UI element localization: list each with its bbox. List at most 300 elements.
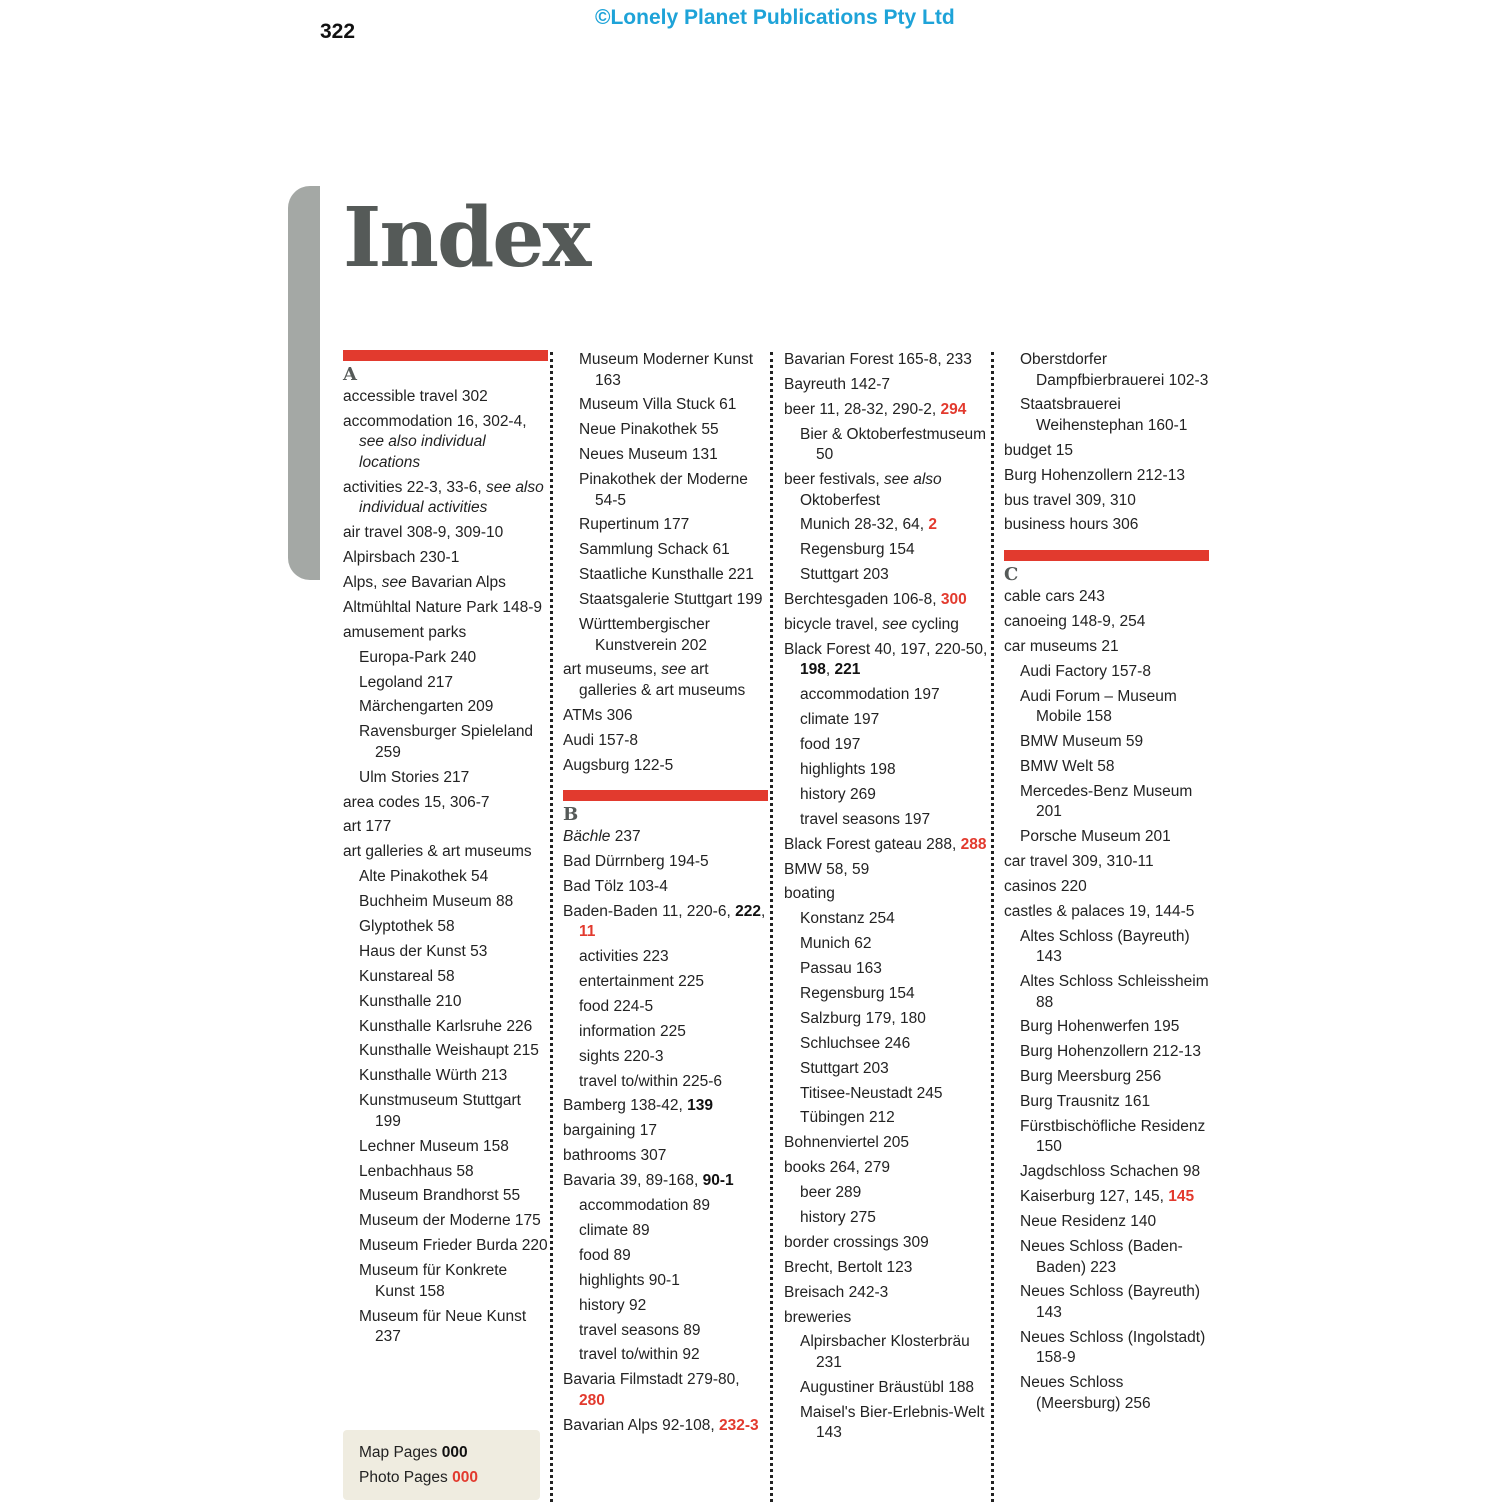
entry-text: boating <box>784 885 835 903</box>
entry-text: travel seasons 197 <box>800 810 931 828</box>
index-subentry <box>343 673 548 694</box>
index-subentry <box>1004 1092 1209 1113</box>
entry-text: entertainment 225 <box>579 973 704 991</box>
entry-text: area codes 15, 306-7 <box>343 793 490 811</box>
index-subentry <box>784 1403 989 1444</box>
entry-text: Museum der Moderne 175 <box>359 1212 541 1230</box>
photo-page-ref: 2 <box>928 516 938 534</box>
legend-photo-value: 000 <box>452 1469 478 1486</box>
legend-photo-label: Photo Pages <box>359 1469 453 1486</box>
index-subentry <box>343 992 548 1013</box>
entry-text: food 89 <box>579 1246 631 1264</box>
index-subentry <box>343 722 548 763</box>
letter-heading: B <box>563 804 579 826</box>
entry-text: Neues Schloss (Meersburg) 256 <box>1020 1374 1151 1412</box>
index-entry <box>343 598 548 619</box>
entry-text: 237 <box>610 828 641 846</box>
map-page-ref: 222 <box>735 902 761 920</box>
entry-text: Augsburg 122-5 <box>563 756 674 774</box>
index-subentry <box>343 1017 548 1038</box>
legend-photo-pages <box>359 1469 478 1487</box>
entry-text: bathrooms 307 <box>563 1147 667 1165</box>
entry-text: Bavaria Filmstadt 279-80, <box>563 1371 740 1389</box>
entry-text: castles & palaces 19, 144-5 <box>1004 902 1195 920</box>
index-subentry <box>1004 1237 1209 1278</box>
index-entry <box>784 615 989 636</box>
index-subentry <box>784 959 989 980</box>
index-entry <box>784 375 989 396</box>
entry-text: Maisel's Bier-Erlebnis-Welt 143 <box>800 1403 985 1442</box>
photo-page-ref: 288 <box>960 835 987 853</box>
index-subentry <box>784 735 989 756</box>
entry-text: history 92 <box>579 1296 647 1314</box>
photo-page-ref: 280 <box>579 1391 605 1409</box>
index-subentry <box>784 1059 989 1080</box>
entry-text: Museum Frieder Burda 220 <box>359 1237 548 1255</box>
index-subentry <box>784 1183 989 1204</box>
entry-text: art galleries & art museums <box>343 843 532 861</box>
index-subentry <box>343 697 548 718</box>
entry-text: bicycle travel, <box>784 616 883 634</box>
index-entry <box>563 902 768 943</box>
page-title: Index <box>343 190 590 286</box>
index-subentry <box>563 1246 768 1267</box>
entry-text: , <box>825 661 835 679</box>
index-entry <box>784 1133 989 1154</box>
index-entry <box>784 400 989 421</box>
index-entry <box>784 884 989 905</box>
entry-text: Neue Residenz 140 <box>1020 1213 1157 1231</box>
index-entry <box>343 548 548 569</box>
index-subentry <box>784 934 989 955</box>
entry-text: Haus der Kunst 53 <box>359 942 488 960</box>
entry-text: information 225 <box>579 1022 686 1040</box>
entry-text: see <box>381 573 407 591</box>
entry-text: accommodation 89 <box>579 1197 710 1215</box>
entry-text: Burg Hohenzollern 212-13 <box>1004 466 1185 484</box>
index-entry <box>1004 466 1209 487</box>
index-entry <box>343 387 548 408</box>
index-entry <box>1004 902 1209 923</box>
entry-text: amusement parks <box>343 623 467 641</box>
entry-text: bargaining 17 <box>563 1122 657 1140</box>
index-subentry <box>784 1108 989 1129</box>
entry-text: cable cars 243 <box>1004 587 1105 605</box>
entry-text: budget 15 <box>1004 441 1073 459</box>
index-entry <box>563 1171 768 1192</box>
column-separator <box>550 352 553 1502</box>
index-subentry <box>343 1091 548 1132</box>
index-subentry <box>1004 732 1209 753</box>
page-type-legend <box>343 1430 540 1500</box>
entry-text: Stuttgart 203 <box>800 1059 889 1077</box>
section-side-tab <box>288 186 320 580</box>
entry-text: Kunsthalle Würth 213 <box>359 1067 508 1085</box>
index-subentry <box>563 1271 768 1292</box>
index-subentry <box>563 1221 768 1242</box>
index-subentry <box>1004 662 1209 683</box>
index-entry <box>1004 491 1209 512</box>
index-subentry <box>343 1261 548 1302</box>
index-subentry <box>784 1208 989 1229</box>
index-subentry <box>563 515 768 536</box>
entry-text: Schluchsee 246 <box>800 1034 911 1052</box>
entry-text: air travel 308-9, 309-10 <box>343 524 504 542</box>
entry-text: Museum Moderner Kunst 163 <box>579 351 754 389</box>
entry-text: Legoland 217 <box>359 673 453 691</box>
index-subentry <box>784 685 989 706</box>
entry-text: Museum Brandhorst 55 <box>359 1187 521 1205</box>
map-page-ref: 139 <box>687 1097 713 1115</box>
index-subentry <box>563 1047 768 1068</box>
index-subentry <box>784 1009 989 1030</box>
index-subentry <box>563 350 768 391</box>
index-subentry <box>784 565 989 586</box>
entry-text: Museum Villa Stuck 61 <box>579 396 737 414</box>
entry-text: BMW Museum 59 <box>1020 732 1144 750</box>
entry-text: see <box>661 661 687 679</box>
entry-text: Berchtesgaden 106-8, <box>784 591 941 609</box>
index-entry <box>343 793 548 814</box>
entry-text: Burg Hohenwerfen 195 <box>1020 1018 1180 1036</box>
index-entry <box>563 852 768 873</box>
entry-text: art museums, <box>563 661 662 679</box>
entry-text: food 197 <box>800 736 861 754</box>
entry-text: sights 220-3 <box>579 1047 664 1065</box>
entry-text: highlights 90-1 <box>579 1271 680 1289</box>
index-subentry <box>343 1211 548 1232</box>
entry-text: books 264, 279 <box>784 1159 891 1177</box>
index-subentry <box>343 1137 548 1158</box>
photo-page-ref: 232-3 <box>718 1416 759 1434</box>
entry-text: Bächle <box>563 828 611 846</box>
entry-text: Museum für Konkrete Kunst 158 <box>359 1262 508 1300</box>
index-entry <box>343 523 548 544</box>
entry-text: Burg Trausnitz 161 <box>1020 1093 1151 1111</box>
column-separator <box>770 352 773 1502</box>
index-subentry <box>1004 1212 1209 1233</box>
legend-map-label: Map Pages <box>359 1444 442 1461</box>
index-subentry <box>563 1345 768 1366</box>
index-entry <box>1004 587 1209 608</box>
entry-text: Audi Forum – Museum Mobile 158 <box>1020 687 1177 726</box>
entry-text: Alpirsbacher Klosterbräu 231 <box>800 1333 970 1371</box>
index-entry <box>563 1146 768 1167</box>
entry-text: Black Forest gateau 288, <box>784 835 961 853</box>
entry-text: accommodation 16, 302-4, <box>343 412 527 430</box>
entry-text: Jagdschloss Schachen 98 <box>1020 1163 1201 1181</box>
entry-text: Augustiner Bräustübl 188 <box>800 1378 975 1396</box>
entry-text: history 269 <box>800 785 876 803</box>
index-entry <box>563 827 768 848</box>
index-subentry <box>563 1321 768 1342</box>
index-entry <box>784 860 989 881</box>
entry-text: Europa-Park 240 <box>359 648 477 666</box>
photo-page-ref: 300 <box>940 591 967 609</box>
entry-text: car travel 309, 310-11 <box>1004 852 1154 870</box>
index-subentry <box>1004 782 1209 823</box>
legend-map-value: 000 <box>441 1444 468 1461</box>
entry-text: climate 197 <box>800 711 880 729</box>
index-subentry <box>343 768 548 789</box>
entry-text: Buchheim Museum 88 <box>359 893 514 911</box>
index-subentry <box>784 810 989 831</box>
entry-text: Munich 62 <box>800 935 872 953</box>
column-separator <box>991 352 994 1502</box>
entry-text: climate 89 <box>579 1221 650 1239</box>
entry-text: Tübingen 212 <box>800 1109 895 1127</box>
entry-text: food 224-5 <box>579 997 654 1015</box>
entry-text: art galleries & art museums <box>579 661 746 699</box>
entry-text: Oktoberfest <box>800 491 881 509</box>
entry-text: Alpirsbach 230-1 <box>343 549 460 567</box>
index-subentry <box>563 972 768 993</box>
index-column-4 <box>1004 350 1209 1419</box>
index-subentry <box>1004 1117 1209 1158</box>
index-entry <box>563 1370 768 1411</box>
index-subentry <box>1004 1017 1209 1038</box>
entry-text: casinos 220 <box>1004 877 1087 895</box>
index-subentry <box>343 1041 548 1062</box>
entry-text: Munich 28-32, 64, <box>800 516 929 534</box>
index-entry <box>563 756 768 777</box>
index-subentry <box>563 1072 768 1093</box>
entry-text: art 177 <box>343 818 392 836</box>
entry-text: border crossings 309 <box>784 1233 929 1251</box>
index-subentry <box>343 1236 548 1257</box>
index-subentry <box>784 984 989 1005</box>
index-column-2 <box>563 350 768 1441</box>
index-entry <box>563 1121 768 1142</box>
index-entry <box>1004 637 1209 658</box>
entry-text: activities 22-3, 33-6, <box>343 478 487 496</box>
index-entry <box>563 731 768 752</box>
entry-text: Baden-Baden 11, 220-6, <box>563 902 736 920</box>
index-subentry <box>343 1186 548 1207</box>
entry-text: Rupertinum 177 <box>579 516 690 534</box>
entry-text: Oberstdorfer Dampfbierbrauerei 102-3 <box>1020 351 1209 389</box>
entry-text: activities 223 <box>579 948 669 966</box>
index-entry <box>563 1416 768 1437</box>
index-subentry <box>343 967 548 988</box>
entry-text: Regensburg 154 <box>800 541 915 559</box>
entry-text: Audi 157-8 <box>563 731 638 749</box>
index-subentry <box>343 942 548 963</box>
entry-text: cycling <box>907 616 959 634</box>
index-subentry <box>563 1296 768 1317</box>
entry-text: Neues Schloss (Bayreuth) 143 <box>1020 1283 1201 1321</box>
entry-text: see also <box>883 471 942 489</box>
entry-text: Passau 163 <box>800 960 882 978</box>
index-subentry <box>563 1022 768 1043</box>
index-entry <box>563 660 768 701</box>
index-subentry <box>784 515 989 536</box>
index-subentry <box>1004 827 1209 848</box>
entry-text: Neues Schloss (Baden-Baden) 223 <box>1020 1238 1183 1276</box>
index-entry <box>343 412 548 474</box>
entry-text: Neues Museum 131 <box>579 446 718 464</box>
photo-page-ref: 145 <box>1168 1188 1195 1206</box>
letter-section-bar <box>563 790 768 801</box>
index-subentry <box>1004 1373 1209 1414</box>
map-page-ref: 90-1 <box>702 1172 734 1190</box>
index-entry <box>784 1308 989 1329</box>
letter-section-bar <box>1004 550 1209 561</box>
index-subentry <box>784 425 989 466</box>
entry-text: Staatsbrauerei Weihenstephan 160-1 <box>1020 396 1188 434</box>
entry-text: Konstanz 254 <box>800 910 895 928</box>
index-entry <box>784 640 989 681</box>
index-subentry <box>563 470 768 511</box>
legend-map-pages <box>359 1444 468 1462</box>
index-subentry <box>784 710 989 731</box>
index-entry <box>784 590 989 611</box>
index-subentry <box>563 997 768 1018</box>
entry-text: Salzburg 179, 180 <box>800 1009 926 1027</box>
entry-text: Titisee-Neustadt 245 <box>800 1084 943 1102</box>
map-page-ref: 221 <box>834 661 861 679</box>
entry-text: beer 11, 28-32, 290-2, <box>784 400 941 418</box>
entry-text: accommodation 197 <box>800 686 940 704</box>
index-subentry <box>1004 972 1209 1013</box>
index-subentry <box>343 1307 548 1348</box>
entry-text: Kunstareal 58 <box>359 967 455 985</box>
index-subentry <box>343 1162 548 1183</box>
entry-text: Lechner Museum 158 <box>359 1137 509 1155</box>
map-page-ref: 198 <box>800 661 826 679</box>
index-entry <box>784 350 989 371</box>
copyright-notice: ©Lonely Planet Publications Pty Ltd <box>595 6 955 29</box>
index-entry <box>784 1158 989 1179</box>
index-subentry <box>784 1378 989 1399</box>
index-entry <box>563 1096 768 1117</box>
letter-heading: C <box>1004 563 1019 585</box>
letter-heading: A <box>343 364 357 385</box>
index-entry <box>343 842 548 863</box>
index-entry <box>343 623 548 644</box>
entry-text: Pinakothek der Moderne 54-5 <box>579 471 748 509</box>
letter-section-bar <box>343 350 548 361</box>
index-subentry <box>1004 1328 1209 1369</box>
entry-text: accessible travel 302 <box>343 388 488 405</box>
entry-text: Museum für Neue Kunst 237 <box>359 1307 527 1345</box>
entry-text: Stuttgart 203 <box>800 566 889 584</box>
entry-text: see also individual activities <box>359 478 544 517</box>
entry-text: Neue Pinakothek 55 <box>579 421 719 439</box>
entry-text: beer 289 <box>800 1184 862 1202</box>
entry-text: Bier & Oktoberfestmuseum 50 <box>800 425 987 464</box>
entry-text: see <box>882 616 908 634</box>
entry-text: Kunsthalle 210 <box>359 992 462 1010</box>
entry-text: Brecht, Bertolt 123 <box>784 1258 913 1276</box>
index-entry <box>563 706 768 727</box>
index-subentry <box>1004 1187 1209 1208</box>
index-entry <box>343 573 548 594</box>
index-entry <box>784 1258 989 1279</box>
index-subentry <box>1004 687 1209 728</box>
entry-text: travel to/within 92 <box>579 1346 700 1364</box>
entry-text: canoeing 148-9, 254 <box>1004 612 1146 630</box>
entry-text: Bayreuth 142-7 <box>784 375 890 393</box>
entry-text: Staatsgalerie Stuttgart 199 <box>579 591 763 609</box>
entry-text: bus travel 309, 310 <box>1004 491 1136 509</box>
index-column-1 <box>343 350 548 1352</box>
entry-text: Fürstbischöfliche Residenz 150 <box>1020 1117 1206 1156</box>
entry-text: Bavaria 39, 89-168, <box>563 1172 703 1190</box>
entry-text: Württembergischer Kunstverein 202 <box>579 616 710 654</box>
index-subentry <box>1004 395 1209 436</box>
index-subentry <box>343 867 548 888</box>
entry-text: Lenbachhaus 58 <box>359 1162 474 1180</box>
index-subentry <box>784 540 989 561</box>
entry-text: Ravensburger Spieleland 259 <box>359 723 534 761</box>
index-entry <box>1004 612 1209 633</box>
index-subentry <box>563 590 768 611</box>
index-subentry <box>784 760 989 781</box>
index-subentry <box>784 1332 989 1373</box>
entry-text: car museums 21 <box>1004 637 1119 655</box>
index-entry <box>343 817 548 838</box>
index-subentry <box>563 445 768 466</box>
entry-text: breweries <box>784 1308 852 1326</box>
entry-text: Mercedes-Benz Museum 201 <box>1020 782 1193 821</box>
entry-text: Bavarian Alps 92-108, <box>563 1416 719 1434</box>
entry-text: Staatliche Kunsthalle 221 <box>579 566 754 584</box>
entry-text: Porsche Museum 201 <box>1020 828 1171 846</box>
index-subentry <box>1004 1162 1209 1183</box>
entry-text: Kunsthalle Weishaupt 215 <box>359 1042 539 1060</box>
entry-text: Breisach 242-3 <box>784 1283 889 1301</box>
entry-text: Bad Dürrnberg 194-5 <box>563 852 709 870</box>
index-subentry <box>563 615 768 656</box>
index-subentry <box>563 420 768 441</box>
entry-text: travel seasons 89 <box>579 1321 701 1339</box>
entry-text: Altes Schloss Schleissheim 88 <box>1020 973 1209 1011</box>
entry-text: BMW Welt 58 <box>1020 757 1115 775</box>
index-entry <box>784 1233 989 1254</box>
index-entry <box>1004 852 1209 873</box>
index-subentry <box>1004 757 1209 778</box>
entry-text: Kaiserburg 127, 145, <box>1020 1188 1169 1206</box>
entry-text: Bad Tölz 103-4 <box>563 877 668 895</box>
index-subentry <box>343 892 548 913</box>
photo-page-ref: 294 <box>940 400 967 418</box>
index-subentry <box>784 1084 989 1105</box>
entry-text: Ulm Stories 217 <box>359 768 470 786</box>
index-subentry <box>563 565 768 586</box>
entry-text: Altes Schloss (Bayreuth) 143 <box>1020 927 1190 966</box>
index-entry <box>563 877 768 898</box>
entry-text: Regensburg 154 <box>800 984 915 1002</box>
index-entry <box>343 478 548 519</box>
entry-text: BMW 58, 59 <box>784 860 870 878</box>
entry-text: Bavarian Alps <box>406 573 506 591</box>
index-subentry <box>784 909 989 930</box>
entry-text: travel to/within 225-6 <box>579 1072 723 1090</box>
index-column-3 <box>784 350 989 1448</box>
page-number: 322 <box>320 20 356 43</box>
index-subentry <box>1004 1042 1209 1063</box>
index-subentry <box>1004 350 1209 391</box>
entry-text: ATMs 306 <box>563 706 633 724</box>
index-entry <box>784 835 989 856</box>
entry-text: Burg Meersburg 256 <box>1020 1068 1162 1086</box>
entry-text: Black Forest 40, 197, 220-50, <box>784 640 988 658</box>
photo-page-ref: 11 <box>579 923 596 941</box>
entry-text: see also individual locations <box>359 433 486 471</box>
index-entry <box>784 1283 989 1304</box>
entry-text: Audi Factory 157-8 <box>1020 662 1151 680</box>
